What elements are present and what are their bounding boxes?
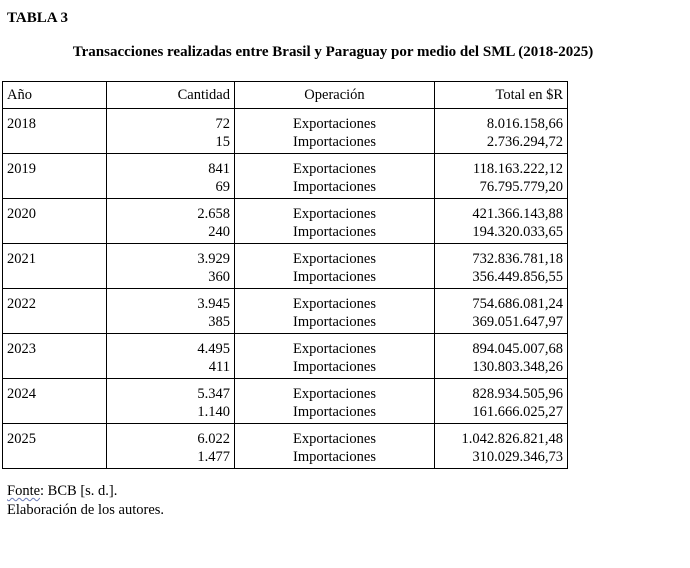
cell-quantity-line: 69	[215, 179, 230, 195]
cell-total-line: 8.016.158,66	[486, 116, 563, 132]
cell-quantity-line: 1.477	[197, 449, 230, 465]
cell-operation-line: Exportaciones	[293, 386, 376, 402]
cell-total-line: 2.736.294,72	[486, 134, 563, 150]
cell-quantity-line: 6.022	[197, 431, 230, 447]
cell-total-line: 828.934.505,96	[472, 386, 563, 402]
cell-quantity-line: 360	[208, 269, 230, 285]
cell-year: 2022	[3, 289, 107, 334]
cell-operation-line: Exportaciones	[293, 116, 376, 132]
cell-operation	[235, 109, 435, 154]
authors-note: Elaboración de los autores.	[7, 502, 165, 518]
cell-operation-line: Importaciones	[293, 224, 376, 240]
cell-total-line: 161.666.025,27	[472, 404, 563, 420]
cell-operation	[235, 424, 435, 469]
cell-quantity-line: 1.140	[197, 404, 230, 420]
table-row	[3, 379, 568, 424]
cell-quantity-line: 240	[208, 224, 230, 240]
cell-total	[435, 154, 568, 199]
cell-quantity-line: 5.347	[197, 386, 230, 402]
cell-quantity	[107, 154, 235, 199]
cell-total-line: 754.686.081,24	[472, 296, 563, 312]
cell-quantity	[107, 334, 235, 379]
cell-quantity-line: 72	[215, 116, 230, 132]
cell-total-line: 421.366.143,88	[472, 206, 563, 222]
header-total: Total en $R	[435, 82, 568, 109]
cell-total	[435, 379, 568, 424]
cell-quantity-line: 4.495	[197, 341, 230, 357]
cell-year: 2023	[3, 334, 107, 379]
cell-quantity-line: 15	[215, 134, 230, 150]
cell-operation	[235, 379, 435, 424]
cell-operation-line: Exportaciones	[293, 431, 376, 447]
cell-quantity	[107, 289, 235, 334]
cell-total	[435, 109, 568, 154]
header-year: Año	[3, 82, 107, 109]
cell-operation-line: Exportaciones	[293, 296, 376, 312]
cell-year: 2021	[3, 244, 107, 289]
cell-quantity	[107, 244, 235, 289]
cell-quantity	[107, 109, 235, 154]
cell-operation	[235, 154, 435, 199]
table-row	[3, 199, 568, 244]
table-label: TABLA 3	[7, 10, 68, 26]
cell-total	[435, 244, 568, 289]
table-row	[3, 334, 568, 379]
cell-operation	[235, 334, 435, 379]
cell-total-line: 118.163.222,12	[472, 161, 563, 177]
cell-operation	[235, 199, 435, 244]
cell-operation-line: Importaciones	[293, 449, 376, 465]
source-note	[7, 483, 117, 500]
cell-quantity-line: 3.929	[197, 251, 230, 267]
cell-total	[435, 199, 568, 244]
cell-quantity-line: 411	[208, 359, 230, 375]
cell-quantity	[107, 424, 235, 469]
table-row	[3, 154, 568, 199]
cell-total-line: 310.029.346,73	[472, 449, 563, 465]
cell-year: 2020	[3, 199, 107, 244]
cell-operation-line: Exportaciones	[293, 206, 376, 222]
cell-year: 2025	[3, 424, 107, 469]
cell-total-line: 1.042.826.821,48	[461, 431, 563, 447]
table-body	[3, 109, 568, 469]
transactions-table	[2, 81, 568, 469]
cell-quantity-line: 2.658	[197, 206, 230, 222]
cell-quantity	[107, 199, 235, 244]
cell-total-line: 732.836.781,18	[472, 251, 563, 267]
cell-operation-line: Exportaciones	[293, 161, 376, 177]
table-row	[3, 109, 568, 154]
cell-year: 2024	[3, 379, 107, 424]
table-row	[3, 244, 568, 289]
cell-total	[435, 289, 568, 334]
cell-quantity-line: 3.945	[197, 296, 230, 312]
table-header-row	[3, 82, 568, 109]
cell-operation-line: Importaciones	[293, 269, 376, 285]
header-quantity: Cantidad	[107, 82, 235, 109]
cell-operation-line: Importaciones	[293, 314, 376, 330]
cell-operation-line: Exportaciones	[293, 251, 376, 267]
cell-operation-line: Importaciones	[293, 179, 376, 195]
cell-total-line: 894.045.007,68	[472, 341, 563, 357]
cell-total-line: 356.449.856,55	[472, 269, 563, 285]
cell-total-line: 130.803.348,26	[472, 359, 563, 375]
cell-operation-line: Exportaciones	[293, 341, 376, 357]
cell-operation-line: Importaciones	[293, 404, 376, 420]
cell-operation-line: Importaciones	[293, 134, 376, 150]
cell-year: 2018	[3, 109, 107, 154]
source-text: : BCB [s. d.].	[40, 483, 118, 499]
table-caption: Transacciones realizadas entre Brasil y Paraguay por medio del SML (2018-2025)	[72, 44, 594, 60]
cell-total	[435, 334, 568, 379]
cell-quantity	[107, 379, 235, 424]
cell-operation	[235, 289, 435, 334]
table-row	[3, 289, 568, 334]
cell-quantity-line: 841	[208, 161, 230, 177]
header-operation: Operación	[235, 82, 435, 109]
cell-operation-line: Importaciones	[293, 359, 376, 375]
cell-total-line: 76.795.779,20	[479, 179, 563, 195]
cell-total-line: 194.320.033,65	[472, 224, 563, 240]
cell-year: 2019	[3, 154, 107, 199]
table-row	[3, 424, 568, 469]
source-label: Fonte	[7, 483, 41, 499]
cell-operation	[235, 244, 435, 289]
cell-total	[435, 424, 568, 469]
cell-quantity-line: 385	[208, 314, 230, 330]
cell-total-line: 369.051.647,97	[472, 314, 563, 330]
